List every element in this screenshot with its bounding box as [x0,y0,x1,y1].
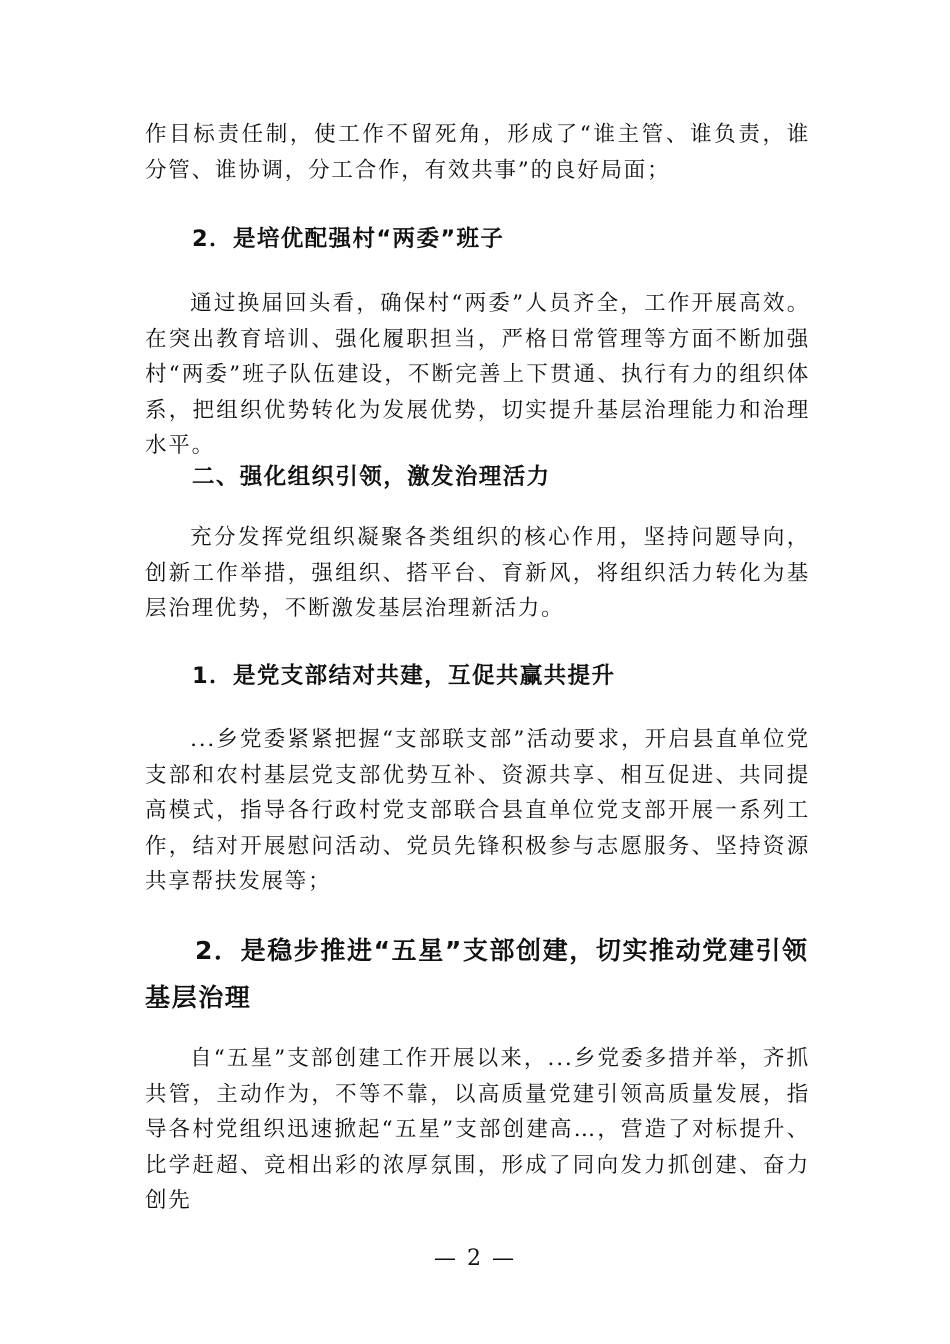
heading-1-branch-pairing: 1．是党支部结对共建，互促共赢共提升 [192,663,616,689]
heading-2-five-star-branch: 2．是稳步推进“五星”支部创建，切实推动党建引领基层治理 [145,936,809,1012]
paragraph-1: 作目标责任制，使工作不留死角，形成了“谁主管、谁负责，谁分管、谁协调，分工合作，有效共事”的良好局面； [145,122,810,183]
paragraph-2: 通过换届回头看，确保村“两委”人员齐全，工作开展高效。在突出教育培训、强化履职担当，严格日常管理等方面不断加强村“两委”班子队伍建设，不断完善上下贯通、执行有力的组织体系，把组织优势转化为发展优势，切实提升基层治理能力和治理水平。 [145,291,810,459]
paragraph-5: 自“五星”支部创建工作开展以来，...乡党委多措并举，齐抓共管，主动作为，不等不靠，以高质量党建引领高质量发展，指导各村党组织迅速掀起“五星”支部创建高…，营造了对标提升、比学赶超、竞相出彩的浓厚氛围，形成了同向发力抓创建、奋力创先 [145,1046,810,1214]
heading-2-village-committees: 2．是培优配强村“两委”班子 [192,226,505,252]
page-number: — 2 — [434,1246,516,1271]
heading-section-2: 二、强化组织引领，激发治理活力 [192,464,551,490]
paragraph-4: ...乡党委紧紧把握“支部联支部”活动要求，开启县直单位党支部和农村基层党支部优势互补、资源共享、相互促进、共同提高模式，指导各行政村党支部联合县直单位党支部开展一系列工作，结对开展慰问活动、党员先锋积极参与志愿服务、坚持资源共享帮扶发展等； [145,727,810,895]
paragraph-3: 充分发挥党组织凝聚各类组织的核心作用，坚持问题导向，创新工作举措，强组织、搭平台、育新风，将组织活力转化为基层治理优势，不断激发基层治理新活力。 [145,525,810,622]
